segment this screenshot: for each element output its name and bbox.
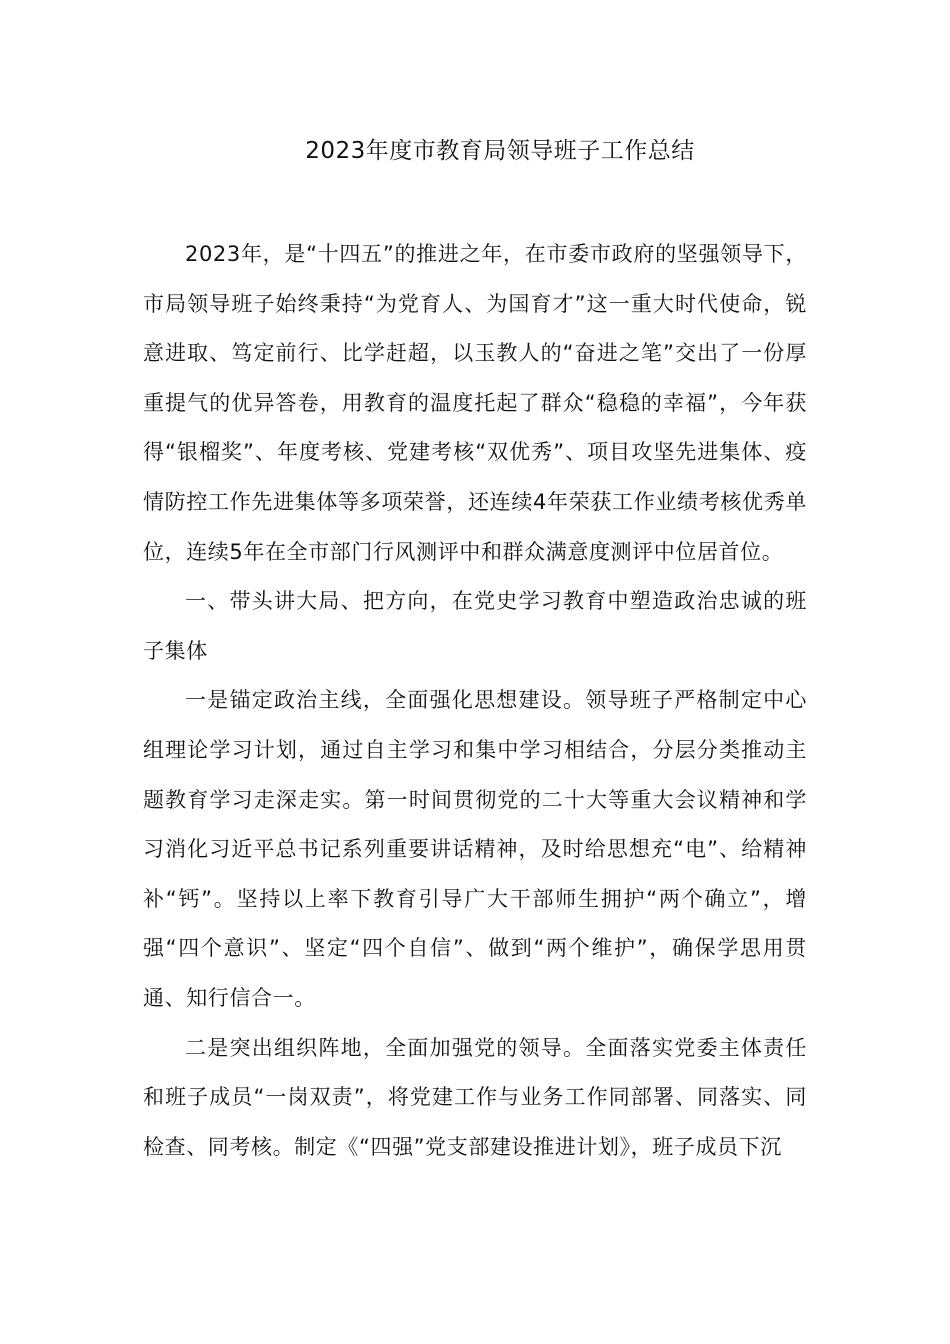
intro-paragraph: 2023年，是“十四五”的推进之年，在市委市政府的坚强领导下，市局领导班子始终秉持“为党育人、为国育才”这一重大时代使命，锐意进取、笃定前行、比学赶超，以玉教人的“奋进之笔”交出了一份厚重提气的优异答卷，用教育的温度托起了群众“稳稳的幸福”，今年获得“银榴奖”、年度考核、党建考核“双优秀”、项目攻坚先进集体、疫情防控工作先进集体等多项荣誉，还连续4年荣获工作业绩考核优秀单位，连续5年在全市部门行风测评中和群众满意度测评中位居首位。 <box>143 242 807 564</box>
document-body <box>143 230 807 1172</box>
section-heading-1: 一、带头讲大局、把方向，在党史学习教育中塑造政治忠诚的班子集体 <box>143 589 807 663</box>
document-title: 2023年度市教育局领导班子工作总结 <box>305 138 695 164</box>
body-paragraph: 一是锚定政治主线，全面强化思想建设。领导班子严格制定中心组理论学习计划，通过自主学习和集中学习相结合，分层分类推动主题教育学习走深走实。第一时间贯彻党的二十大等重大会议精神和学习消化习近平总书记系列重要讲话精神，及时给思想充“电”、给精神补“钙”。坚持以上率下教育引导广大干部师生拥护“两个确立”，增强“四个意识”、坚定“四个自信”、做到“两个维护”，确保学思用贯通、知行信合一。 <box>143 688 807 1010</box>
body-paragraph: 二是突出组织阵地，全面加强党的领导。全面落实党委主体责任和班子成员“一岗双责”，将党建工作与业务工作同部署、同落实、同检查、同考核。制定《“四强”党支部建设推进计划》，班子成员下沉 <box>143 1035 807 1159</box>
